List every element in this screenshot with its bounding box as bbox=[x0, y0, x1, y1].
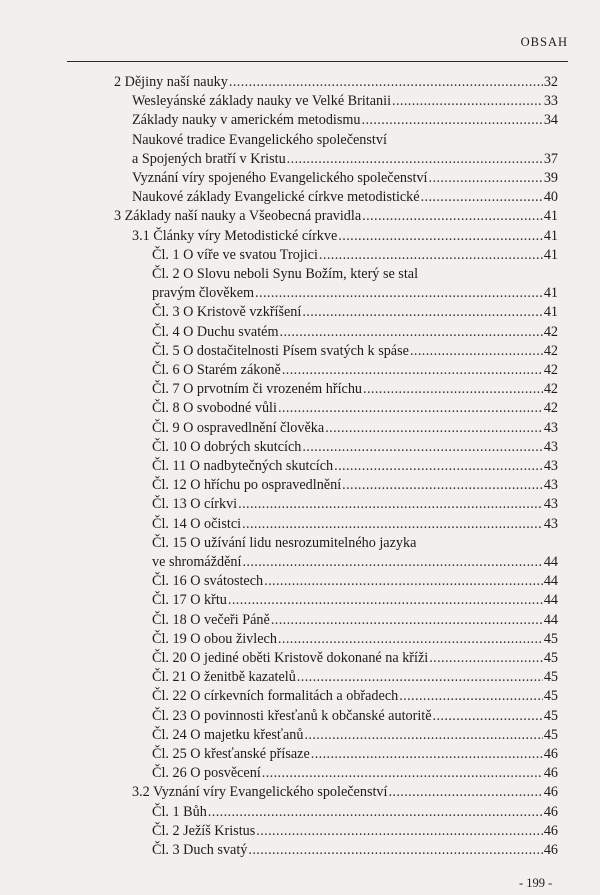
dot-leader bbox=[242, 517, 543, 531]
toc-entry-page: 33 bbox=[543, 93, 558, 110]
toc-entry-label: Čl. 8 O svobodné vůli bbox=[152, 400, 277, 417]
toc-entry-label: Čl. 14 O očistci bbox=[152, 515, 242, 532]
toc-entry-label: 3 Základy naší nauky a Všeobecná pravidla bbox=[114, 208, 362, 225]
dot-leader bbox=[302, 305, 542, 319]
dot-leader bbox=[280, 325, 543, 339]
toc-entry bbox=[152, 632, 558, 646]
toc-entry-label: Čl. 21 O ženitbě kazatelů bbox=[152, 669, 296, 686]
dot-leader bbox=[392, 94, 543, 108]
dot-leader bbox=[297, 670, 543, 684]
toc-entry bbox=[152, 613, 558, 627]
toc-entry bbox=[114, 209, 558, 223]
toc-entry bbox=[152, 709, 558, 723]
toc-entry-label: Čl. 6 O Starém zákoně bbox=[152, 362, 281, 378]
toc-entry bbox=[152, 459, 558, 473]
toc-entry bbox=[152, 344, 558, 358]
toc-entry bbox=[152, 382, 558, 396]
toc-entry-page: 43 bbox=[543, 515, 558, 532]
toc-entry bbox=[132, 152, 558, 166]
toc-entry-label: 3.1 Články víry Metodistické církve bbox=[132, 227, 338, 244]
toc-entry-label: Čl. 1 Bůh bbox=[152, 803, 207, 820]
dot-leader bbox=[287, 152, 543, 166]
toc-entry-label: 2 Dějiny naší nauky bbox=[114, 74, 228, 90]
toc-entry-line: Naukové tradice Evangelického společenství bbox=[132, 131, 387, 148]
page-number: - 199 - bbox=[519, 876, 553, 890]
toc-entry-page: 40 bbox=[543, 189, 558, 206]
toc-entry bbox=[152, 305, 558, 319]
toc-entry-page: 45 bbox=[543, 707, 558, 724]
toc-entry-label: Čl. 26 O posvěcení bbox=[152, 765, 261, 782]
toc-entry bbox=[152, 421, 558, 435]
dot-leader bbox=[228, 593, 543, 607]
toc-entry-page: 44 bbox=[543, 611, 558, 628]
toc-entry bbox=[132, 113, 558, 127]
toc-entry bbox=[152, 440, 558, 454]
toc-entry-page: 46 bbox=[543, 822, 558, 839]
toc-entry-label: Čl. 25 O křesťanské přísaze bbox=[152, 746, 310, 762]
toc-entry-page: 44 bbox=[543, 554, 558, 570]
toc-entry-line: Čl. 2 O Slovu neboli Synu Božím, který se stal bbox=[152, 266, 419, 282]
toc-entry bbox=[152, 651, 558, 665]
toc-entry-label: Čl. 3 O Kristově vzkříšení bbox=[152, 304, 302, 321]
toc-entry-label: Čl. 2 Ježíš Kristus bbox=[152, 822, 256, 839]
dot-leader bbox=[271, 613, 543, 627]
dot-leader bbox=[342, 478, 543, 492]
toc-entry-label: Čl. 5 O dostačitelnosti Písem svatých k spáse bbox=[152, 342, 409, 359]
dot-leader bbox=[362, 113, 543, 127]
toc-entry-page: 41 bbox=[543, 246, 558, 263]
toc-entry-page: 45 bbox=[543, 726, 558, 743]
toc-entry-page: 44 bbox=[543, 573, 558, 590]
toc-entry-page: 37 bbox=[543, 150, 558, 167]
toc-entry bbox=[152, 574, 558, 588]
toc-entry-label: Čl. 22 O církevních formalitách a obřadech bbox=[152, 688, 399, 705]
toc-entry bbox=[152, 325, 558, 339]
dot-leader bbox=[208, 805, 543, 819]
toc-entry-page: 34 bbox=[543, 112, 558, 129]
dot-leader bbox=[363, 382, 543, 396]
toc-entry-page: 43 bbox=[543, 496, 558, 513]
dot-leader bbox=[238, 497, 543, 511]
toc-entry-page: 32 bbox=[543, 74, 558, 90]
toc-entry bbox=[152, 478, 558, 492]
toc-entry bbox=[152, 401, 558, 415]
dot-leader bbox=[334, 459, 543, 473]
toc-entry bbox=[152, 766, 558, 780]
toc-entry-page: 41 bbox=[543, 285, 558, 302]
toc-entry bbox=[152, 747, 558, 761]
toc-entry-label: Čl. 17 O křtu bbox=[152, 592, 227, 609]
toc-entry-label: Čl. 3 Duch svatý bbox=[152, 842, 248, 858]
toc-entry bbox=[132, 785, 558, 799]
toc-entry-page: 46 bbox=[543, 784, 558, 801]
toc-entry-label: Čl. 20 O jediné oběti Kristově dokonané na kříži bbox=[152, 650, 429, 666]
toc-entry bbox=[132, 171, 558, 185]
toc-entry-label: Naukové základy Evangelické církve metodistické bbox=[132, 189, 420, 206]
toc-entry-page: 46 bbox=[543, 746, 558, 762]
dot-leader bbox=[282, 363, 543, 377]
dot-leader bbox=[388, 785, 542, 799]
toc-entry bbox=[152, 363, 558, 377]
toc-entry-page: 43 bbox=[543, 438, 558, 455]
dot-leader bbox=[399, 689, 543, 703]
dot-leader bbox=[410, 344, 543, 358]
toc-entry-label: Čl. 12 O hříchu po ospravedlnění bbox=[152, 477, 342, 494]
dot-leader bbox=[338, 229, 543, 243]
dot-leader bbox=[311, 747, 543, 761]
toc-entry-label: Čl. 9 O ospravedlnění člověka bbox=[152, 419, 325, 436]
dot-leader bbox=[433, 709, 543, 723]
toc-entry-label: Čl. 18 O večeři Páně bbox=[152, 611, 270, 628]
toc-entry-page: 45 bbox=[543, 650, 558, 666]
dot-leader bbox=[278, 401, 543, 415]
toc-entry bbox=[152, 517, 558, 531]
toc-entry bbox=[152, 805, 558, 819]
toc-entry bbox=[152, 689, 558, 703]
toc-entry-page: 43 bbox=[543, 419, 558, 436]
dot-leader bbox=[325, 421, 543, 435]
dot-leader bbox=[255, 286, 543, 300]
toc-entry-page: 45 bbox=[543, 669, 558, 686]
toc-entry bbox=[152, 286, 558, 300]
toc-entry-page: 42 bbox=[543, 362, 558, 378]
toc-entry-label: ve shromáždění bbox=[152, 554, 242, 570]
toc-entry bbox=[152, 248, 558, 262]
toc-entry-page: 41 bbox=[543, 208, 558, 225]
toc-entry-page: 45 bbox=[543, 688, 558, 705]
toc-entry-label: Čl. 13 O církvi bbox=[152, 496, 238, 513]
toc-entry bbox=[152, 843, 558, 857]
toc-entry-label: Wesleyánské základy nauky ve Velké Britanii bbox=[132, 93, 392, 110]
dot-leader bbox=[248, 843, 542, 857]
toc-entry-page: 43 bbox=[543, 477, 558, 494]
toc-entry bbox=[114, 75, 558, 89]
dot-leader bbox=[256, 824, 543, 838]
toc-entry bbox=[152, 593, 558, 607]
toc-entry bbox=[152, 497, 558, 511]
toc-entry-page: 41 bbox=[543, 304, 558, 321]
toc-entry-label: pravým člověkem bbox=[152, 285, 255, 302]
dot-leader bbox=[302, 440, 542, 454]
toc-entry-label: 3.2 Vyznání víry Evangelického společenství bbox=[132, 784, 388, 801]
toc-entry-label: Základy nauky v americkém metodismu bbox=[132, 112, 361, 129]
header-rule bbox=[67, 61, 568, 62]
toc-entry-page: 44 bbox=[543, 592, 558, 609]
toc-entry-label: Čl. 19 O obou živlech bbox=[152, 630, 277, 647]
toc-entry-page: 39 bbox=[543, 170, 558, 186]
toc-entry-page: 45 bbox=[543, 630, 558, 647]
toc-entry-label: Čl. 11 O nadbytečných skutcích bbox=[152, 458, 334, 474]
toc-entry-page: 46 bbox=[543, 803, 558, 820]
toc-entry-page: 46 bbox=[543, 842, 558, 858]
toc-entry-label: Čl. 23 O povinnosti křesťanů k občanské autoritě bbox=[152, 707, 432, 724]
toc-entry bbox=[152, 555, 558, 569]
toc-entry-page: 46 bbox=[543, 765, 558, 782]
toc-entry bbox=[152, 824, 558, 838]
running-head: OBSAH bbox=[520, 35, 568, 49]
toc-entry-label: Čl. 4 O Duchu svatém bbox=[152, 323, 279, 340]
dot-leader bbox=[278, 632, 543, 646]
toc-entry-label: Čl. 24 O majetku křesťanů bbox=[152, 726, 304, 743]
dot-leader bbox=[429, 651, 543, 665]
toc-entry bbox=[132, 229, 558, 243]
toc-entry-page: 42 bbox=[543, 400, 558, 417]
toc-entry-page: 42 bbox=[543, 323, 558, 340]
toc-entry-line: Čl. 15 O užívání lidu nesrozumitelného jazyka bbox=[152, 534, 417, 551]
dot-leader bbox=[242, 555, 542, 569]
dot-leader bbox=[362, 209, 543, 223]
toc-entry-label: Čl. 10 O dobrých skutcích bbox=[152, 438, 302, 455]
toc-entry bbox=[152, 670, 558, 684]
dot-leader bbox=[264, 574, 543, 588]
toc-entry-page: 43 bbox=[543, 458, 558, 474]
dot-leader bbox=[229, 75, 543, 89]
dot-leader bbox=[262, 766, 543, 780]
toc-entry-page: 42 bbox=[543, 381, 558, 398]
toc-entry-label: a Spojených bratří v Kristu bbox=[132, 150, 286, 167]
toc-entry bbox=[132, 94, 558, 108]
toc-entry-page: 42 bbox=[543, 342, 558, 359]
dot-leader bbox=[304, 728, 542, 742]
dot-leader bbox=[429, 171, 543, 185]
toc-entry-label: Čl. 7 O prvotním či vrozeném hříchu bbox=[152, 381, 363, 398]
dot-leader bbox=[319, 248, 543, 262]
toc-entry-page: 41 bbox=[543, 227, 558, 244]
toc-entry-label: Čl. 16 O svátostech bbox=[152, 573, 264, 590]
dot-leader bbox=[421, 190, 543, 204]
toc-entry bbox=[152, 728, 558, 742]
toc-entry bbox=[132, 190, 558, 204]
toc-entry-label: Vyznání víry spojeného Evangelického společenství bbox=[132, 170, 428, 186]
toc-entry-label: Čl. 1 O víře ve svatou Trojici bbox=[152, 246, 318, 263]
